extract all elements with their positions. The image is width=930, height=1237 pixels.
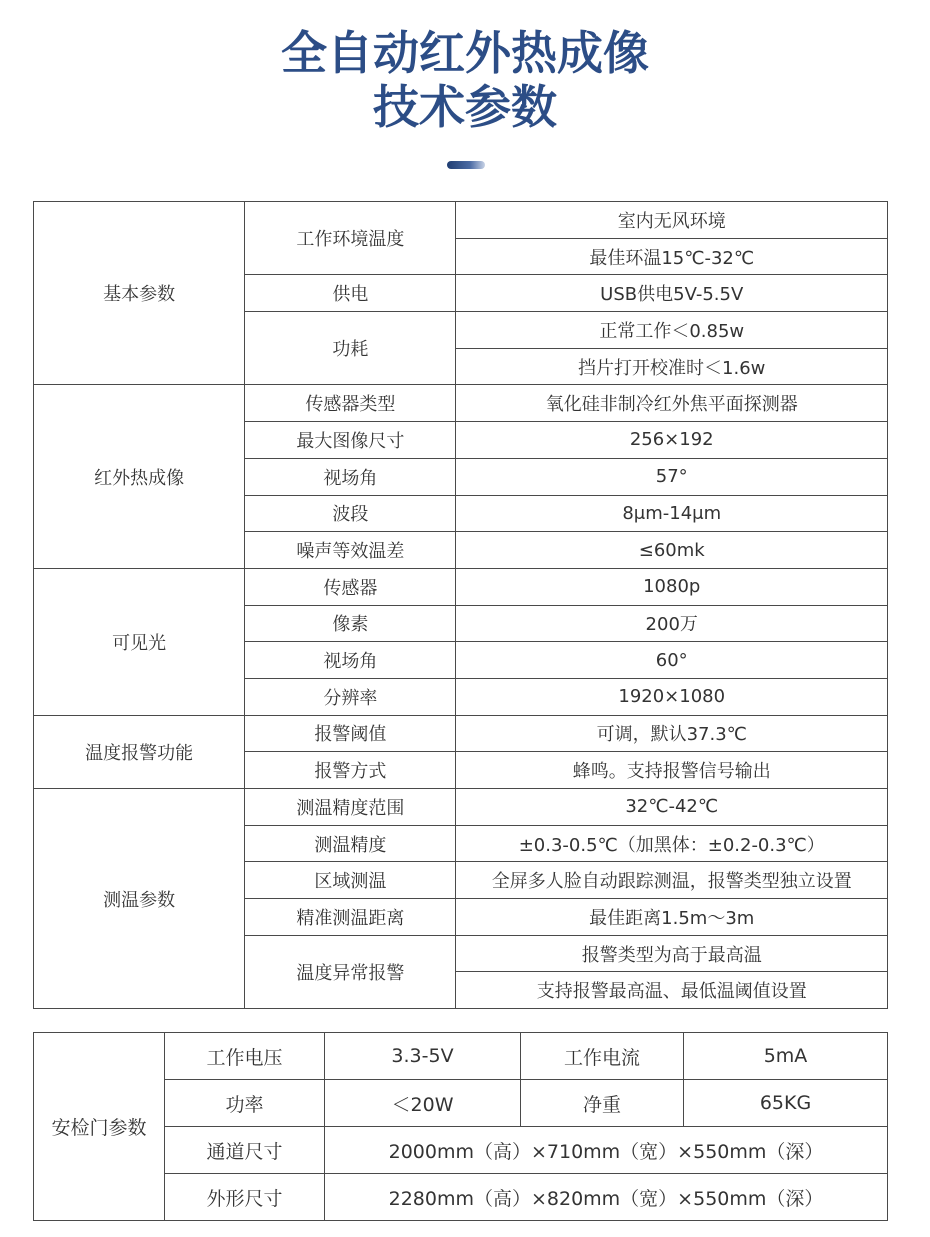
category-cell: 基本参数: [34, 202, 245, 385]
value-cell: 蜂鸣。支持报警信号输出: [456, 752, 888, 789]
param-cell: 测温精度: [245, 825, 456, 862]
param-cell: 最大图像尺寸: [245, 422, 456, 459]
param-cell: 测温精度范围: [245, 789, 456, 826]
value-cell: 5mA: [684, 1033, 888, 1080]
param-cell: 工作环境温度: [245, 202, 456, 275]
value-cell: 最佳距离1.5m～3m: [456, 899, 888, 936]
param-cell: 视场角: [245, 458, 456, 495]
value-cell: 1920×1080: [456, 678, 888, 715]
value-cell: ≤60mk: [456, 532, 888, 569]
value-cell: ＜20W: [325, 1080, 521, 1127]
category-cell: 可见光: [34, 568, 245, 715]
param-cell: 传感器类型: [245, 385, 456, 422]
param-cell: 报警方式: [245, 752, 456, 789]
param-cell: 工作电压: [165, 1033, 325, 1080]
param-cell: 工作电流: [521, 1033, 684, 1080]
value-cell: 32℃-42℃: [456, 789, 888, 826]
value-cell: 1080p: [456, 568, 888, 605]
value-cell: 65KG: [684, 1080, 888, 1127]
category-cell: 测温参数: [34, 789, 245, 1009]
param-cell: 传感器: [245, 568, 456, 605]
value-cell: 报警类型为高于最高温: [456, 935, 888, 972]
param-cell: 分辨率: [245, 678, 456, 715]
value-cell: 可调，默认37.3℃: [456, 715, 888, 752]
table-row: [34, 1033, 888, 1080]
value-cell: 氧化硅非制冷红外焦平面探测器: [456, 385, 888, 422]
category-cell: 温度报警功能: [34, 715, 245, 788]
value-cell: 全屏多人脸自动跟踪测温，报警类型独立设置: [456, 862, 888, 899]
value-cell: 3.3-5V: [325, 1033, 521, 1080]
value-cell: 60°: [456, 642, 888, 679]
table-row: [34, 568, 888, 605]
value-cell: 2280mm（高）×820mm（宽）×550mm（深）: [325, 1174, 888, 1221]
value-cell: 8μm-14μm: [456, 495, 888, 532]
param-cell: 像素: [245, 605, 456, 642]
param-cell: 温度异常报警: [245, 935, 456, 1008]
category-cell: 红外热成像: [34, 385, 245, 568]
value-cell: 57°: [456, 458, 888, 495]
param-cell: 噪声等效温差: [245, 532, 456, 569]
param-cell: 通道尺寸: [165, 1127, 325, 1174]
param-cell: 视场角: [245, 642, 456, 679]
value-cell: 挡片打开校准时＜1.6w: [456, 348, 888, 385]
page-subtitle: 技术参数: [373, 80, 557, 134]
param-cell: 精准测温距离: [245, 899, 456, 936]
table-row: [34, 202, 888, 239]
table-row: [34, 715, 888, 752]
value-cell: USB供电5V-5.5V: [456, 275, 888, 312]
value-cell: 2000mm（高）×710mm（宽）×550mm（深）: [325, 1127, 888, 1174]
param-cell: 供电: [245, 275, 456, 312]
category-cell: 安检门参数: [34, 1033, 165, 1221]
value-cell: 正常工作＜0.85w: [456, 312, 888, 349]
table-row: [34, 789, 888, 826]
value-cell: 最佳环温15℃-32℃: [456, 238, 888, 275]
value-cell: 室内无风环境: [456, 202, 888, 239]
page-title: 全自动红外热成像: [281, 26, 649, 80]
spec-table: [33, 201, 888, 1009]
table-row: [34, 385, 888, 422]
value-cell: 支持报警最高温、最低温阈值设置: [456, 972, 888, 1009]
param-cell: 报警阈值: [245, 715, 456, 752]
param-cell: 净重: [521, 1080, 684, 1127]
title-accent-bar: [447, 161, 485, 169]
value-cell: 256×192: [456, 422, 888, 459]
param-cell: 功率: [165, 1080, 325, 1127]
value-cell: 200万: [456, 605, 888, 642]
security-gate-table: [33, 1032, 888, 1221]
param-cell: 外形尺寸: [165, 1174, 325, 1221]
param-cell: 功耗: [245, 312, 456, 385]
param-cell: 波段: [245, 495, 456, 532]
value-cell: ±0.3-0.5℃（加黑体：±0.2-0.3℃）: [456, 825, 888, 862]
param-cell: 区域测温: [245, 862, 456, 899]
